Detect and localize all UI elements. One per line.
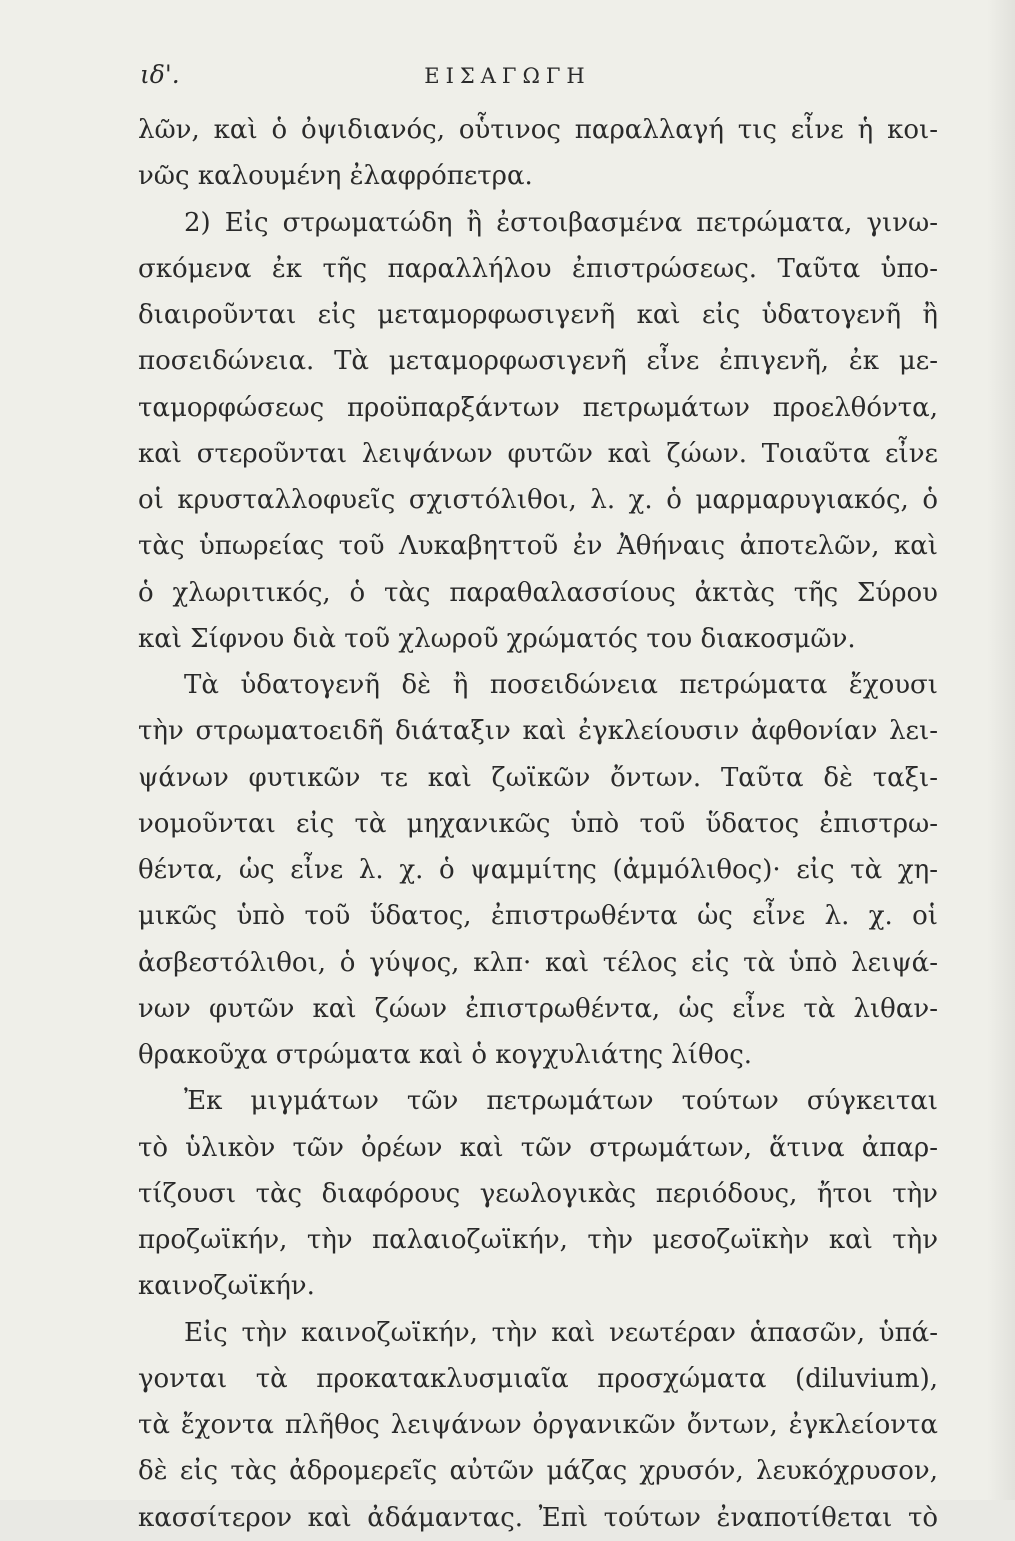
text-line: τίζουσι τὰς διαφόρους γεωλογικὰς περιόδους, ἤτοι τὴν (138, 1178, 938, 1209)
text-line: ψάνων φυτικῶν τε καὶ ζωϊκῶν ὄντων. Ταῦτα δὲ ταξι- (138, 762, 938, 793)
text-line: θρακοῦχα στρώματα καὶ ὁ κογχυλιάτης λίθος. (138, 1040, 753, 1070)
text-line: δὲ εἰς τὰς ἀδρομερεῖς αὐτῶν μάζας χρυσόν, λευκόχρυσον, (138, 1456, 938, 1487)
text-line: προζωϊκήν, τὴν παλαιοζωϊκήν, τὴν μεσοζωϊκὴν καὶ τὴν (138, 1225, 938, 1255)
page-header (0, 60, 1015, 100)
text-line: ὁ χλωριτικός, ὁ τὰς παραθαλασσίους ἀκτὰς τῆς Σύρου (138, 577, 938, 608)
text-line: 2) Εἰς στρωματώδη ἢ ἐστοιβασμένα πετρώματα, γινω- (184, 207, 938, 238)
text-line: Εἰς τὴν καινοζωϊκήν, τὴν καὶ νεωτέραν ἁπασῶν, ὑπά- (184, 1317, 938, 1348)
text-line: σκόμενα ἐκ τῆς παραλλήλου ἐπιστρώσεως. Ταῦτα ὑπο- (138, 253, 938, 284)
text-line: τὰ ἔχοντα πλῆθος λειψάνων ὀργανικῶν ὄντων, ἐγκλείοντα (138, 1410, 938, 1440)
text-line: καινοζωϊκήν. (138, 1271, 315, 1302)
text-line: καὶ στεροῦνται λειψάνων φυτῶν καὶ ζώων. Τοιαῦτα εἶνε (138, 438, 938, 469)
body-text (138, 107, 938, 1541)
text-line: Τὰ ὑδατογενῆ δὲ ἢ ποσειδώνεια πετρώματα ἔχουσι (184, 670, 938, 700)
text-line: τὴν στρωματοειδῆ διάταξιν καὶ ἐγκλείουσιν ἀφθονίαν λει- (138, 716, 938, 747)
text-line: ἀσβεστόλιθοι, ὁ γύψος, κλπ· καὶ τέλος εἰς τὰ ὑπὸ λειψά- (138, 947, 938, 978)
text-line: κασσίτερον καὶ ἀδάμαντας. Ἐπὶ τούτων ἐναποτίθεται τὸ (138, 1502, 938, 1533)
text-line: οἱ κρυσταλλοφυεῖς σχιστόλιθοι, λ. χ. ὁ μαρμαρυγιακός, ὁ (138, 485, 938, 515)
text-line: καὶ Σίφνου διὰ τοῦ χλωροῦ χρώματός του διακοσμῶν. (138, 623, 856, 654)
text-line: μικῶς ὑπὸ τοῦ ὕδατος, ἐπιστρωθέντα ὡς εἶνε λ. χ. οἱ (138, 901, 938, 932)
text-line: τὰς ὑπωρείας τοῦ Λυκαβηττοῦ ἐν Ἀθήναις ἀποτελῶν, καὶ (138, 531, 938, 562)
page-number: ιδ'. (140, 60, 180, 89)
text-line: θέντα, ὡς εἶνε λ. χ. ὁ ψαμμίτης (ἀμμόλιθος)· εἰς τὰ χη- (138, 855, 938, 885)
text-line: νων φυτῶν καὶ ζώων ἐπιστρωθέντα, ὡς εἶνε τὰ λιθαν- (138, 993, 938, 1024)
text-line: ταμορφώσεως προϋπαρξάντων πετρωμάτων προελθόντα, (138, 392, 938, 423)
text-line: γονται τὰ προκατακλυσμιαῖα προσχώματα (diluvium), (138, 1363, 938, 1394)
text-line: νομοῦνται εἰς τὰ μηχανικῶς ὑπὸ τοῦ ὕδατος ἐπιστρω- (138, 808, 938, 839)
text-line: ποσειδώνεια. Τὰ μεταμορφωσιγενῆ εἶνε ἐπιγενῆ, ἐκ με- (138, 346, 938, 377)
text-line: λῶν, καὶ ὁ ὀψιδιανός, οὗτινος παραλλαγή τις εἶνε ἡ κοι- (138, 115, 938, 145)
text-line: Ἐκ μιγμάτων τῶν πετρωμάτων τούτων σύγκειται (184, 1086, 938, 1117)
running-title: ΕΙΣΑΓΩΓΗ (424, 64, 591, 88)
text-line: τὸ ὑλικὸν τῶν ὀρέων καὶ τῶν στρωμάτων, ἅτινα ἀπαρ- (138, 1132, 938, 1163)
text-line: διαιροῦνται εἰς μεταμορφωσιγενῆ καὶ εἰς ὑδατογενῆ ἢ (138, 300, 938, 330)
text-line: νῶς καλουμένη ἐλαφρόπετρα. (138, 161, 533, 192)
page-edge-shadow (987, 0, 1015, 1500)
